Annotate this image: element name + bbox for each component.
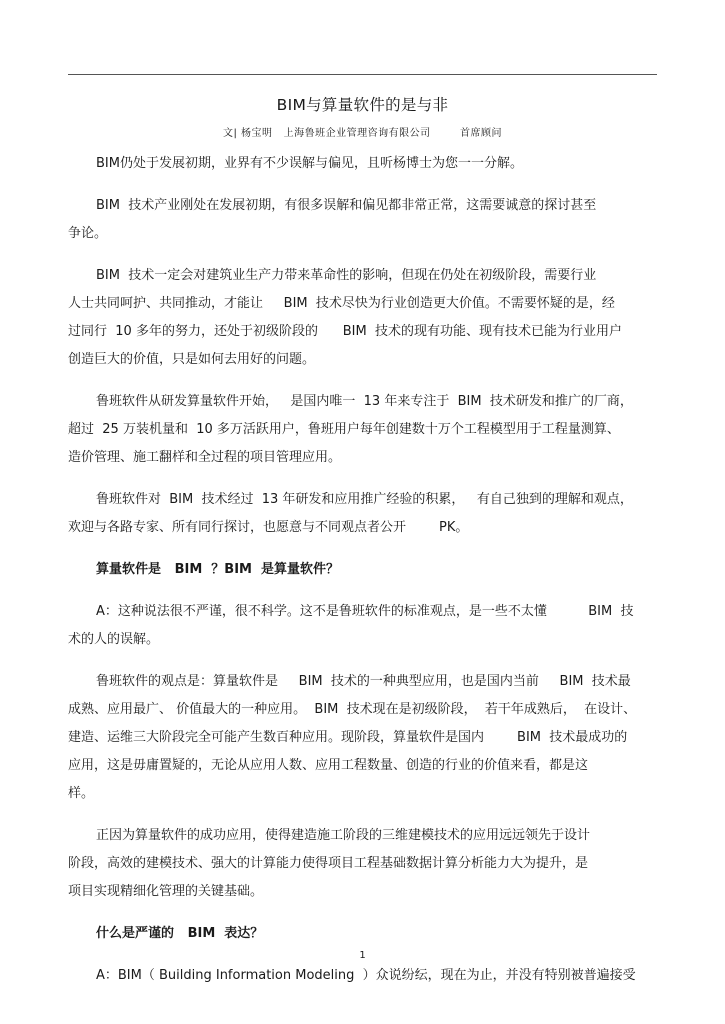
text-line: 成熟、应用最广、 价值最大的一种应用。 BIM 技术现在是初级阶段， 若干年成熟后， 在设计、: [68, 702, 637, 717]
paragraph: [68, 262, 658, 374]
paragraph-question-heading: [68, 556, 658, 584]
text-line: BIM 技术产业刚处在发展初期，有很多误解和偏见都非常正常，这需要诚意的探讨甚至: [96, 198, 597, 213]
page-number: 1: [359, 950, 366, 961]
question-heading: 算量软件是 BIM ？BIM 是算量软件？: [96, 562, 340, 577]
text-line: 人士共同呵护、共同推动，才能让 BIM 技术尽快为行业创造更大价值。不需要怀疑的是，经: [68, 296, 615, 311]
article-byline: 文| 杨宝明 上海鲁班企业管理咨询有限公司 首席顾问: [222, 128, 502, 139]
text-line: 创造巨大的价值，只是如何去用好的问题。: [68, 352, 316, 367]
text-line: 术的人的误解。: [68, 632, 160, 647]
paragraph: [68, 150, 658, 178]
text-line: BIM 技术一定会对建筑业生产力带来革命性的影响，但现在仍处在初级阶段，需要行业: [96, 268, 597, 283]
text-line: A：这种说法很不严谨，很不科学。这不是鲁班软件的标准观点，是一些不太懂 BIM 技: [96, 604, 634, 619]
text-line: 阶段，高效的建模技术、强大的计算能力使得项目工程基础数据计算分析能力大为提升，是: [68, 856, 589, 871]
text-line: 建造、运维三大阶段完全可能产生数百种应用。现阶段，算量软件是国内 BIM 技术最成功的: [68, 730, 628, 745]
paragraph: [68, 822, 658, 906]
paragraph: [68, 388, 658, 472]
text-line: BIM仍处于发展初期，业界有不少误解与偏见，且听杨博士为您一一分解。: [96, 156, 523, 171]
paragraph: [68, 486, 658, 542]
text-line: 项目实现精细化管理的关键基础。: [68, 884, 264, 899]
text-line: 正因为算量软件的成功应用，使得建造施工阶段的三维建模技术的应用远远领先于设计: [96, 828, 591, 843]
header-rule: [68, 74, 657, 75]
article-body: [68, 150, 658, 1004]
paragraph-question-heading: [68, 920, 658, 948]
article-title: BIM与算量软件的是与非: [276, 96, 449, 114]
text-line: 鲁班软件对 BIM 技术经过 13 年研发和应用推广经验的积累， 有自己独到的理解和观点，: [96, 492, 633, 507]
text-line: 超过 25 万装机量和 10 多万活跃用户，鲁班用户每年创建数十万个工程模型用于工程量测算、: [68, 422, 620, 437]
paragraph: [68, 962, 658, 990]
question-heading: 什么是严谨的 BIM 表达？: [96, 926, 264, 941]
paragraph: [68, 668, 658, 808]
text-line: 造价管理、施工翻样和全过程的项目管理应用。: [68, 450, 342, 465]
text-line: 应用，这是毋庸置疑的，无论从应用人数、应用工程数量、创造的行业的价值来看，都是这: [68, 758, 589, 773]
text-line: 样。: [68, 786, 95, 801]
text-line: 欢迎与各路专家、所有同行探讨，也愿意与不同观点者公开 PK。: [68, 520, 469, 535]
text-line: 鲁班软件从研发算量软件开始， 是国内唯一 13 年来专注于 BIM 技术研发和推广的厂商，: [96, 394, 633, 409]
text-line: A：BIM（ Building Information Modeling ）众说纷纭，现在为止，并没有特别被普遍接受: [96, 968, 636, 983]
text-line: 鲁班软件的观点是：算量软件是 BIM 技术的一种典型应用，也是国内当前 BIM 技术最: [96, 674, 631, 689]
paragraph: [68, 192, 658, 248]
text-line: 争论。: [68, 226, 108, 241]
paragraph: [68, 598, 658, 654]
text-line: 过同行 10 多年的努力，还处于初级阶段的 BIM 技术的现有功能、现有技术已能为行业用户: [68, 324, 622, 339]
